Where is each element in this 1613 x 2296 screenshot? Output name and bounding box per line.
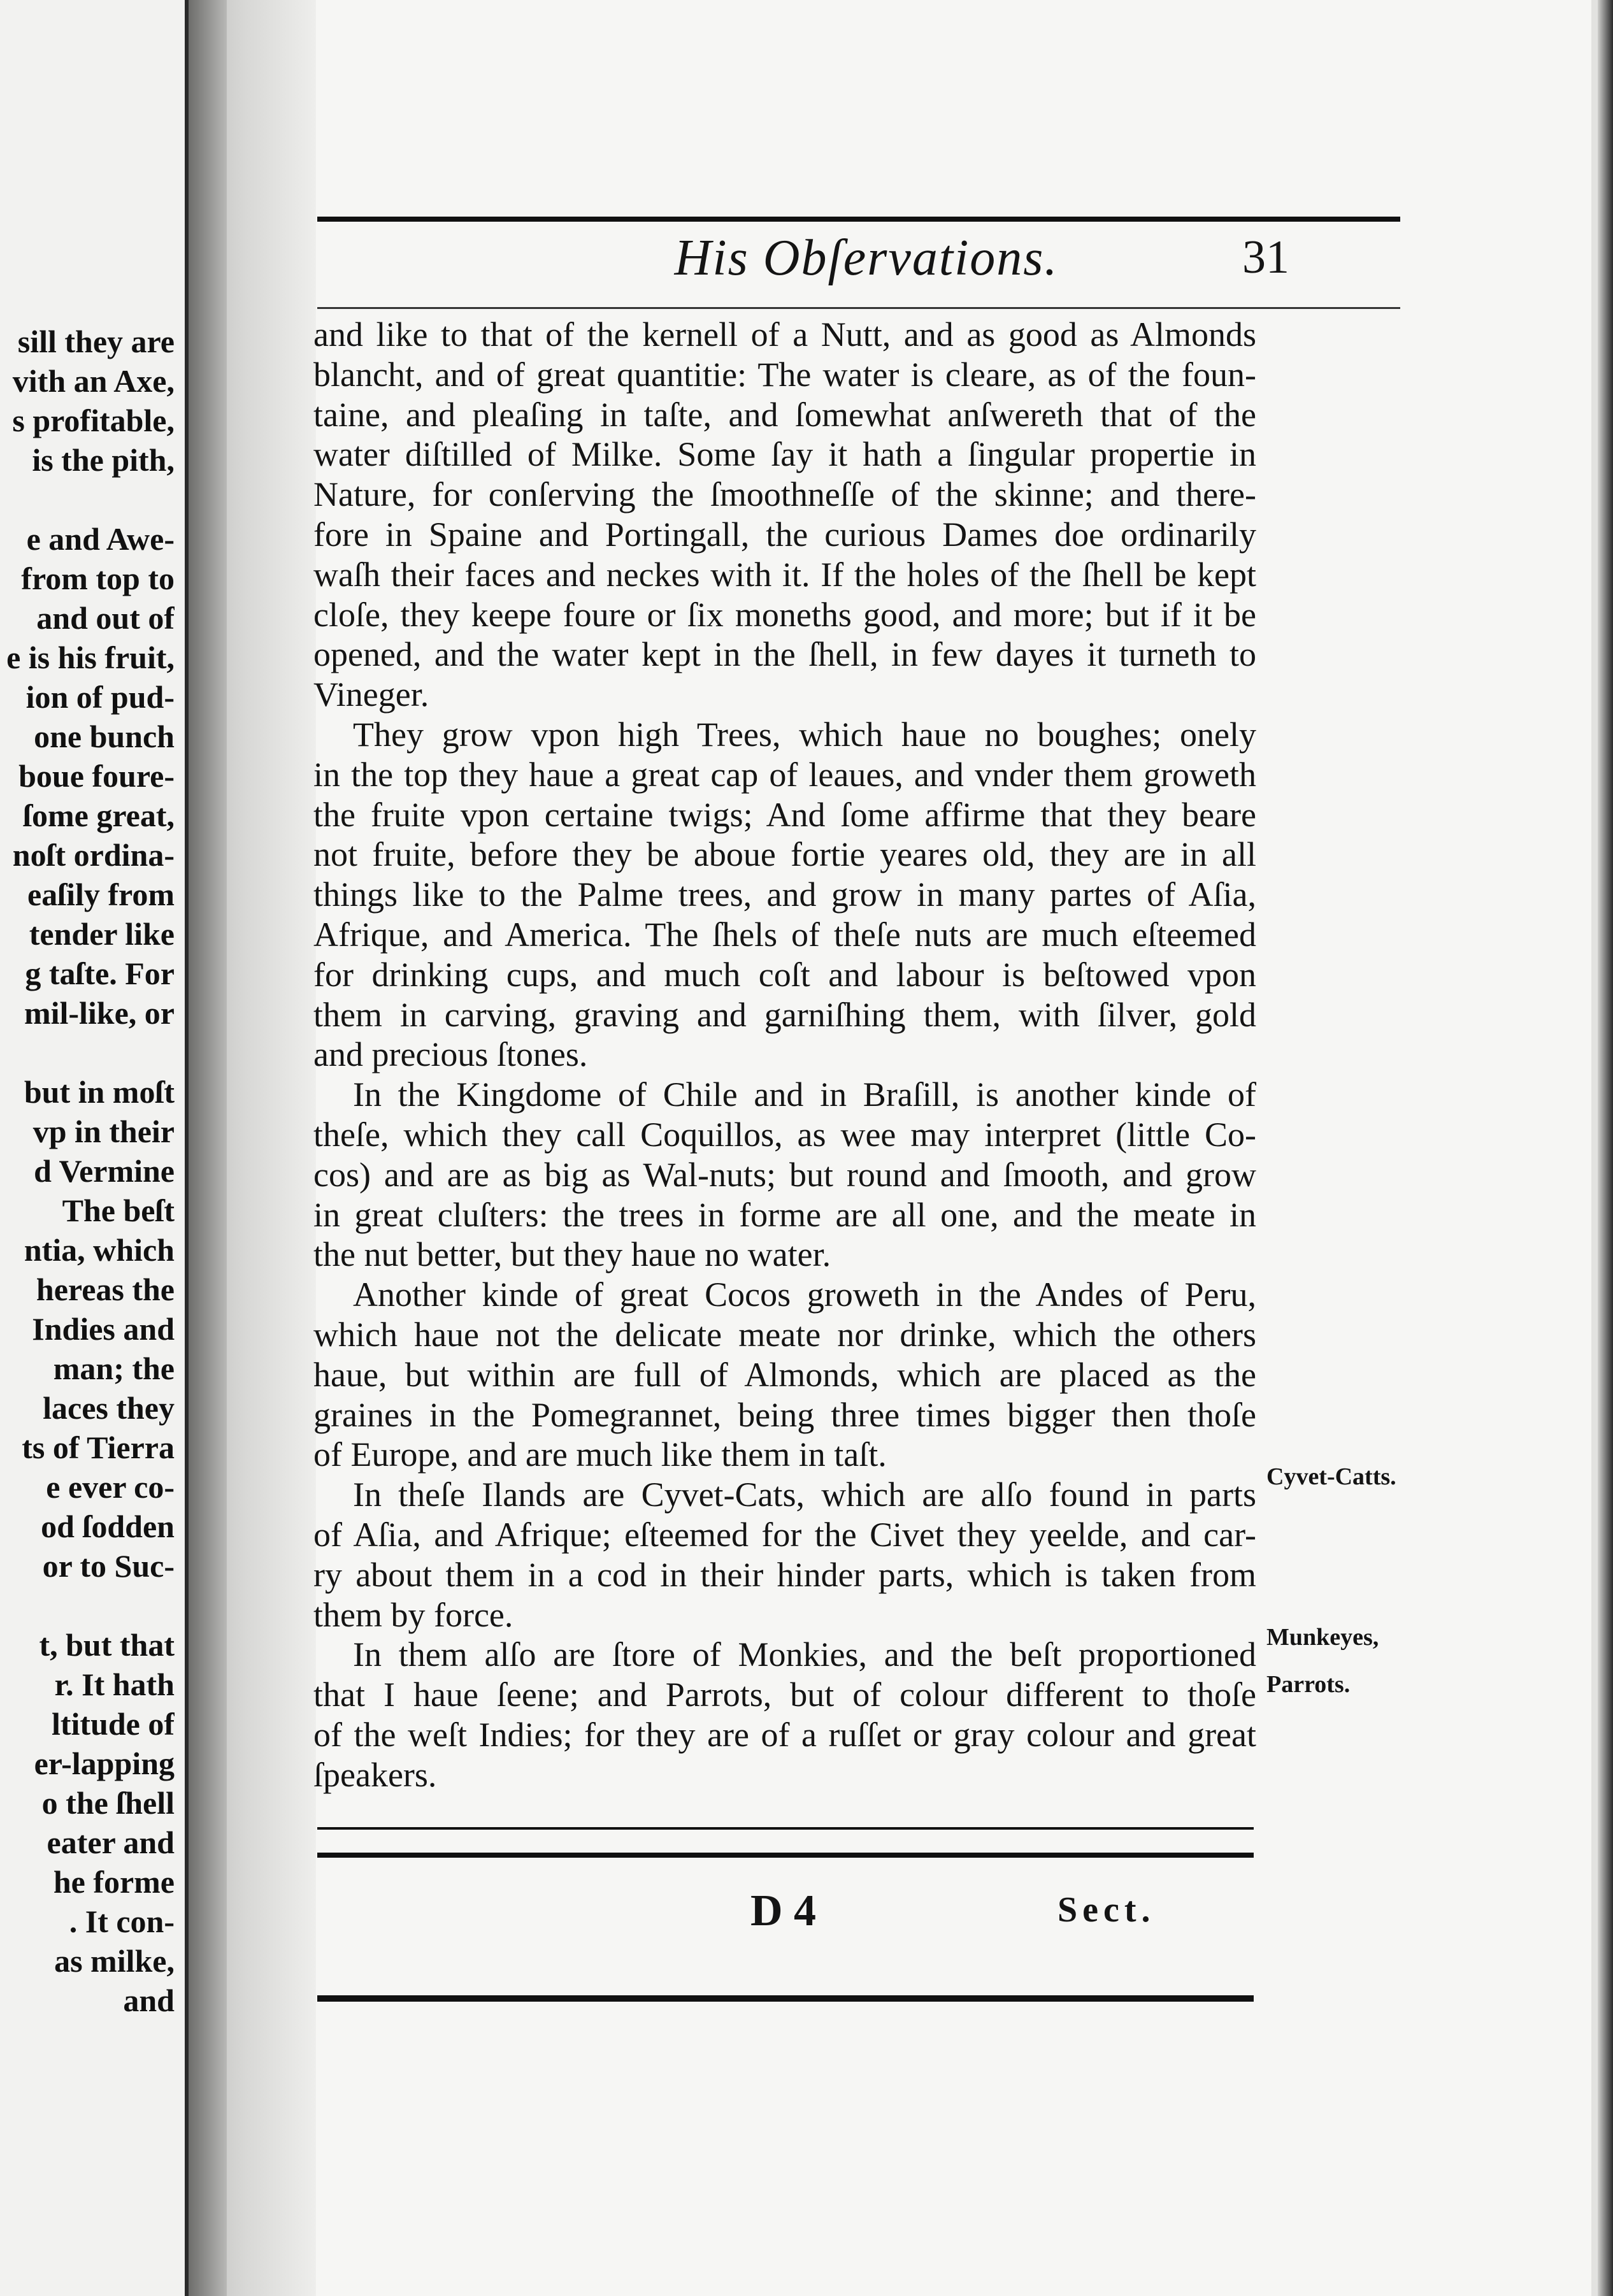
text-line: them by force.	[313, 1595, 513, 1634]
left-line: ntia, which	[24, 1232, 175, 1268]
left-line	[0, 1586, 175, 1625]
left-line: noſt ordina-	[12, 837, 175, 873]
margin-note-parrots: Parrots.	[1266, 1671, 1351, 1698]
page-edge	[1591, 0, 1598, 2296]
left-line: eaſily from	[27, 877, 175, 912]
footer-rule-thick	[317, 1995, 1254, 2002]
left-line: sill they are	[17, 324, 175, 359]
left-line: t, but that	[39, 1627, 175, 1663]
text-line: them in carving, graving and garniſhing them, with ſilver, gold	[313, 995, 1256, 1034]
left-line: The beſt	[62, 1193, 175, 1228]
left-line: one bunch	[34, 719, 175, 754]
left-line: e ever co-	[46, 1469, 175, 1505]
left-line: tender like	[29, 916, 175, 952]
left-line: hereas the	[36, 1272, 175, 1307]
left-line: and	[123, 1983, 175, 2018]
margin-note-cyvet-cats: Cyvet-Catts.	[1266, 1463, 1396, 1490]
left-line: o the ſhell	[41, 1785, 175, 1821]
binding-fold	[189, 0, 227, 2296]
text-line: In them alſo are ſtore of Monkies, and the beſt proportioned	[353, 1635, 1256, 1674]
text-line: opened, and the water kept in the ſhell, in few dayes it turneth to	[313, 635, 1256, 674]
text-line: that I haue ſeene; and Parrots, but of colour different to thoſe	[313, 1675, 1256, 1714]
text-line: the nut better, but they haue no water.	[313, 1235, 831, 1274]
header-rule-thin	[317, 307, 1400, 309]
text-line: of Europe, and are much like them in taſt.	[313, 1435, 887, 1474]
left-line: s profitable,	[12, 403, 175, 438]
left-line: ſome great,	[23, 798, 175, 833]
header-rule	[317, 217, 1400, 222]
text-line: the fruite vpon certaine twigs; And ſome affirme that they beare	[313, 795, 1256, 834]
left-line: e is his fruit,	[6, 640, 175, 675]
footer-rule	[317, 1827, 1254, 1830]
left-line: boue foure-	[18, 758, 175, 794]
signature-mark: D 4	[750, 1886, 817, 1935]
text-line: cos) and are as big as Wal-nuts; but round and ſmooth, and grow	[313, 1155, 1256, 1194]
text-line: for drinking cups, and much coſt and labour is beſtowed vpon	[313, 955, 1256, 994]
running-head: His Obſervations.	[674, 230, 1059, 286]
text-line: in great cluſters: the trees in forme are all one, and the meate in	[313, 1195, 1256, 1234]
left-line: ts of Tierra	[22, 1430, 175, 1465]
text-line: water diſtilled of Milke. Some ſay it hath a ſingular propertie in	[313, 435, 1256, 474]
catchword: Sect.	[1057, 1890, 1156, 1930]
main-text-block	[313, 315, 1256, 1795]
left-line: mil-like, or	[24, 995, 175, 1031]
text-line: in the top they haue a great cap of leaues, and vnder them groweth	[313, 755, 1256, 794]
left-line: ion of pud-	[25, 679, 175, 715]
page-number: 31	[1242, 231, 1289, 283]
left-line: as milke,	[54, 1943, 175, 1979]
text-line: Afrique, and America. The ſhels of theſe nuts are much eſteemed	[313, 915, 1256, 954]
text-line: In the Kingdome of Chile and in Braſill, is another kinde of	[353, 1075, 1256, 1114]
text-line: of the weſt Indies; for they are of a ruſſet or gray colour and great	[313, 1715, 1256, 1754]
left-line: is the pith,	[32, 442, 175, 478]
text-line: blancht, and of great quantitie: The water is cleare, as of the foun-	[313, 355, 1256, 394]
left-line: vith an Axe,	[12, 363, 175, 399]
left-facing-page	[0, 0, 189, 2296]
text-line: ſpeakers.	[313, 1755, 437, 1794]
text-line: Another kinde of great Cocos groweth in the Andes of Peru,	[353, 1275, 1256, 1314]
left-line: Indies and	[32, 1311, 175, 1347]
left-line: g taſte. For	[25, 956, 175, 991]
text-line: ry about them in a cod in their hinder parts, which is taken from	[313, 1555, 1256, 1594]
text-line: which haue not the delicate meate nor drinke, which the others	[313, 1315, 1256, 1354]
text-line: Nature, for conſerving the ſmoothneſſe of the skinne; and there-	[313, 475, 1256, 514]
left-line: from top to	[21, 561, 175, 596]
left-line: laces they	[43, 1390, 175, 1426]
margin-note-munkeyes: Munkeyes,	[1266, 1624, 1379, 1651]
left-line: . It con-	[69, 1904, 175, 1939]
text-line: cloſe, they keepe foure or ſix moneths good, and more; but if it be	[313, 595, 1256, 634]
page-edge-shadow	[1598, 0, 1613, 2296]
left-line: ltitude of	[51, 1706, 175, 1742]
left-line: but in moſt	[24, 1074, 175, 1110]
text-line: graines in the Pomegrannet, being three times bigger then thoſe	[313, 1395, 1256, 1434]
text-line: theſe, which they call Coquillos, as wee may interpret (little Co-	[313, 1115, 1256, 1154]
left-line: eater and	[47, 1825, 175, 1860]
left-line	[0, 480, 175, 519]
left-line: od ſodden	[41, 1509, 175, 1544]
left-line: r. It hath	[54, 1667, 175, 1702]
text-line: waſh their faces and neckes with it. If the holes of the ſhell be kept	[313, 555, 1256, 594]
text-line: taine, and pleaſing in taſte, and ſomewhat anſwereth that of the	[313, 395, 1256, 434]
text-line: In theſe Ilands are Cyvet-Cats, which are alſo found in parts	[353, 1475, 1256, 1514]
text-line: Vineger.	[313, 675, 429, 714]
text-line: and like to that of the kernell of a Nutt, and as good as Almonds	[313, 315, 1256, 354]
text-line: not fruite, before they be aboue fortie yeares old, they are in all	[313, 835, 1256, 874]
left-page-text	[0, 322, 175, 2020]
left-line: and out of	[36, 600, 175, 636]
left-line: d Vermine	[34, 1153, 175, 1189]
left-line: vp in their	[32, 1114, 175, 1149]
text-line: haue, but within are full of Almonds, which are placed as the	[313, 1355, 1256, 1394]
left-line: er-lapping	[34, 1746, 175, 1781]
text-line: fore in Spaine and Portingall, the curious Dames doe ordinarily	[313, 515, 1256, 554]
footer-rule	[317, 1853, 1254, 1858]
text-line: of Aſia, and Afrique; eſteemed for the Civet they yeelde, and car-	[313, 1515, 1256, 1554]
left-line: he forme	[53, 1864, 175, 1900]
text-line: and precious ſtones.	[313, 1035, 588, 1074]
left-line: man; the	[53, 1351, 175, 1386]
left-line: e and Awe-	[26, 521, 175, 557]
left-line	[0, 1033, 175, 1072]
left-line: or to Suc-	[42, 1548, 175, 1584]
text-line: They grow vpon high Trees, which haue no boughes; onely	[353, 715, 1256, 754]
text-line: things like to the Palme trees, and grow in many partes of Aſia,	[313, 875, 1256, 914]
